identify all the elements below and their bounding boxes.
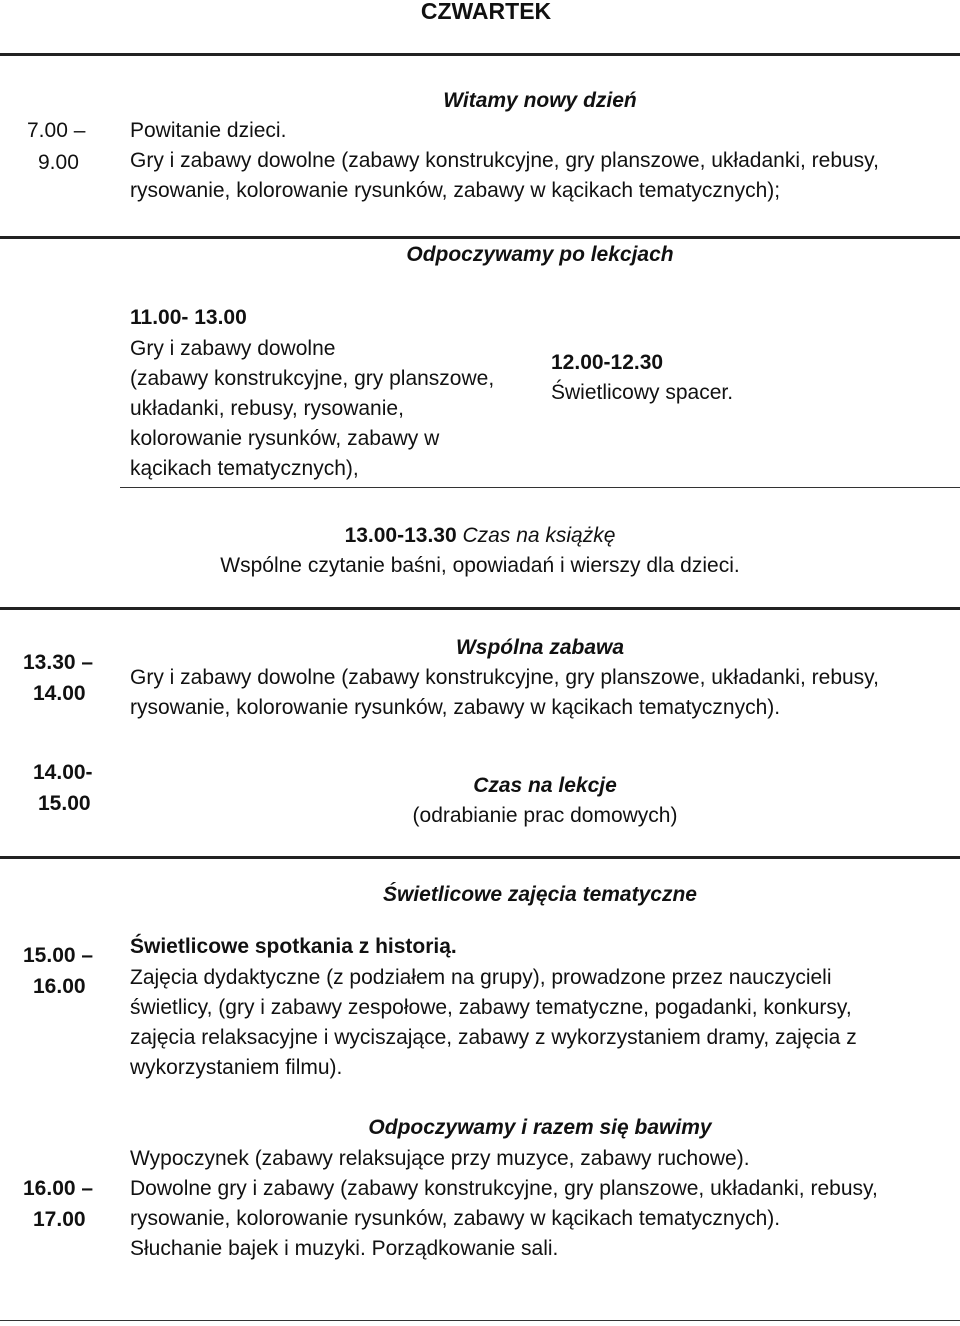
divider — [0, 856, 960, 859]
text-line: rysowanie, kolorowanie rysunków, zabawy w kącikach tematycznych); — [130, 179, 781, 202]
walk-time: 12.00-12.30 — [551, 351, 664, 374]
divider — [0, 607, 960, 610]
thematic-title: Świetlicowe spotkania z historią. — [130, 935, 457, 958]
book-text: Wspólne czytanie baśni, opowiadań i wierszy dla dzieci. — [220, 554, 740, 577]
text-line: rysowanie, kolorowanie rysunków, zabawy w kącikach tematycznych). — [130, 1207, 781, 1230]
text-line: rysowanie, kolorowanie rysunków, zabawy w kącikach tematycznych). — [130, 696, 781, 719]
walk-text: Świetlicowy spacer. — [551, 381, 734, 404]
divider — [0, 53, 960, 56]
section-heading-rest: Odpoczywamy i razem się bawimy — [368, 1116, 712, 1139]
section-heading-welcome: Witamy nowy dzień — [443, 89, 637, 112]
text-line: Gry i zabawy dowolne — [130, 337, 336, 360]
activity-description — [130, 334, 494, 484]
time-start: 14.00- — [33, 761, 93, 784]
time-end: 16.00 — [33, 975, 86, 998]
text-line: kącikach tematycznych), — [130, 457, 359, 480]
time-start: 15.00 – — [23, 944, 94, 967]
section-heading-thematic: Świetlicowe zajęcia tematyczne — [383, 883, 697, 906]
section-text-rest — [130, 1144, 878, 1264]
text-line: Słuchanie bajek i muzyki. Porządkowanie sali. — [130, 1237, 559, 1260]
activity-time: 11.00- 13.00 — [130, 306, 247, 329]
book-heading-line — [140, 521, 820, 551]
time-start: 13.30 – — [23, 651, 94, 674]
time-end: 9.00 — [38, 151, 79, 174]
time-end: 15.00 — [38, 792, 91, 815]
book-time: 13.00-13.30 — [344, 524, 457, 547]
section-heading-play: Wspólna zabawa — [455, 636, 625, 659]
time-end: 14.00 — [33, 682, 86, 705]
text-line: Wypoczynek (zabawy relaksujące przy muzyce, zabawy ruchowe). — [130, 1147, 750, 1170]
text-line: Dowolne gry i zabawy (zabawy konstrukcyjne, gry planszowe, układanki, rebusy, — [130, 1177, 878, 1200]
time-end: 17.00 — [33, 1208, 86, 1231]
text-line: kolorowanie rysunków, zabawy w — [130, 427, 440, 450]
section-heading-homework: Czas na lekcje — [473, 774, 617, 797]
text-line: wykorzystaniem filmu). — [130, 1056, 343, 1079]
text-line: Zajęcia dydaktyczne (z podziałem na grupy), prowadzone przez nauczycieli — [130, 966, 832, 989]
homework-text: (odrabianie prac domowych) — [412, 804, 678, 827]
page-title: CZWARTEK — [420, 0, 552, 24]
divider — [0, 236, 960, 239]
text-line: (zabawy konstrukcyjne, gry planszowe, — [130, 367, 495, 390]
section-text-welcome — [130, 116, 879, 206]
time-start: 16.00 – — [23, 1177, 94, 1200]
book-heading: Czas na książkę — [462, 524, 616, 547]
section-heading-after-lessons: Odpoczywamy po lekcjach — [406, 243, 674, 266]
text-line: Gry i zabawy dowolne (zabawy konstrukcyjne, gry planszowe, układanki, rebusy, — [130, 149, 879, 172]
text-line: Powitanie dzieci. — [130, 119, 287, 142]
section-text-play — [130, 663, 879, 723]
text-line: świetlicy, (gry i zabawy zespołowe, zabawy tematyczne, pogadanki, konkursy, — [130, 996, 852, 1019]
section-text-thematic — [130, 963, 857, 1083]
text-line: układanki, rebusy, rysowanie, — [130, 397, 404, 420]
divider — [120, 487, 960, 488]
divider — [0, 1320, 960, 1321]
text-line: zajęcia relaksacyjne i wyciszające, zabawy z wykorzystaniem dramy, zajęcia z — [130, 1026, 857, 1049]
text-line: Gry i zabawy dowolne (zabawy konstrukcyjne, gry planszowe, układanki, rebusy, — [130, 666, 879, 689]
time-start: 7.00 – — [27, 119, 86, 142]
